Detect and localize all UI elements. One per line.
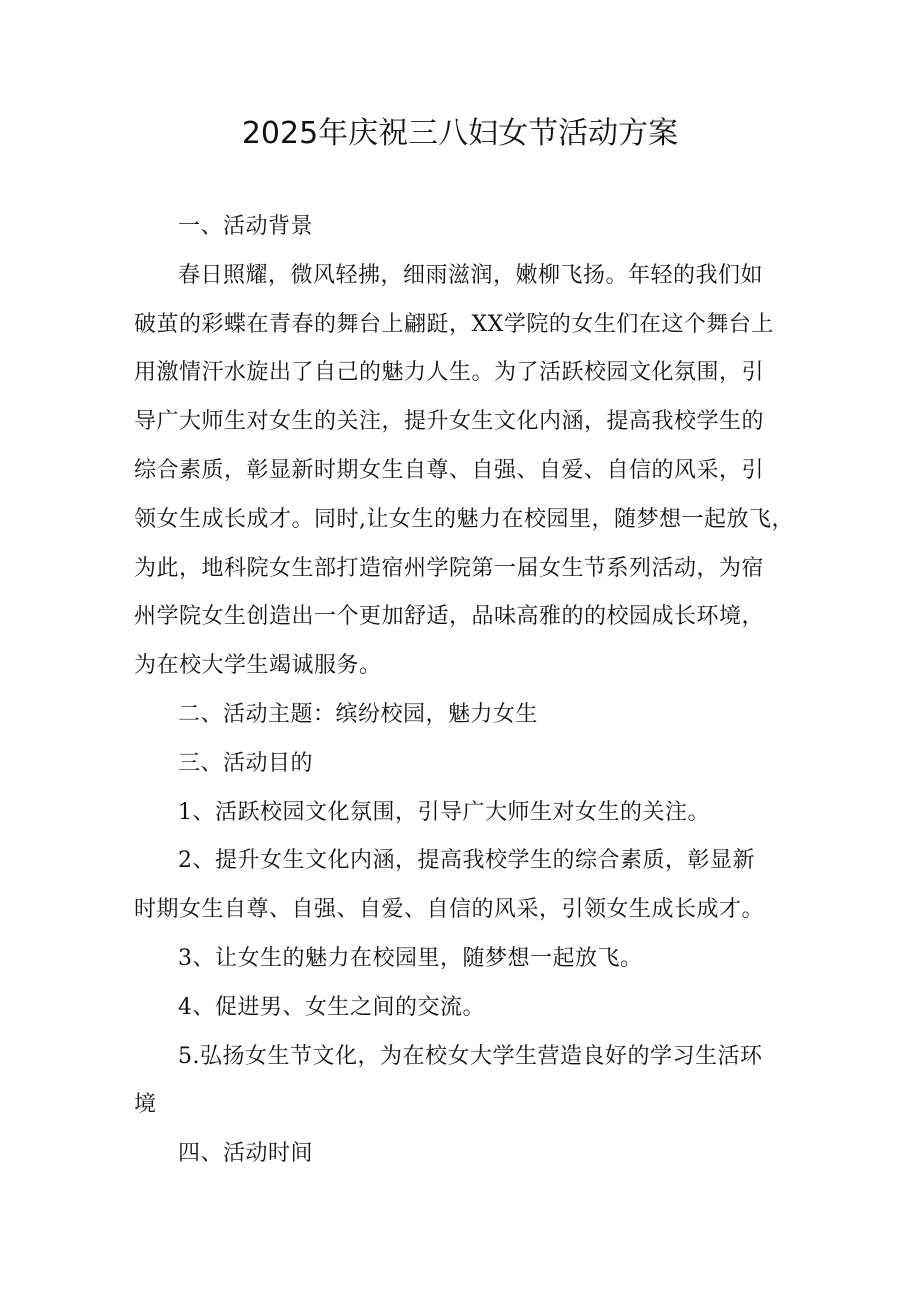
background-line-5: 综合素质，彰显新时期女生自尊、自强、自爱、自信的风采，引 — [134, 457, 765, 483]
background-line-6: 领女生成长成才。同时,让女生的魅力在校园里，随梦想一起放飞， — [134, 506, 794, 532]
background-line-9: 为在校大学生竭诚服务。 — [134, 653, 382, 679]
background-line-7: 为此，地科院女生部打造宿州学院第一届女生节系列活动，为宿 — [134, 555, 765, 581]
goal-item-2-line-1: 2、提升女生文化内涵，提高我校学生的综合素质，彰显新 — [178, 848, 755, 874]
section-heading-time: 四、活动时间 — [178, 1141, 314, 1167]
goal-item-1: 1、活跃校园文化氛围，引导广大师生对女生的关注。 — [178, 799, 710, 825]
document-body — [134, 203, 794, 1179]
document-title: 2025年庆祝三八妇女节活动方案 — [241, 116, 679, 151]
background-line-3: 用激情汗水旋出了自己的魅力人生。为了活跃校园文化氛围，引 — [134, 360, 765, 386]
goal-item-5-line-1: 5.弘扬女生节文化，为在校女大学生营造良好的学习生活环 — [178, 1043, 763, 1069]
background-line-4: 导广大师生对女生的关注，提升女生文化内涵，提高我校学生的 — [134, 409, 765, 435]
goal-item-5-line-2: 境 — [134, 1092, 157, 1118]
goal-item-3: 3、让女生的魅力在校园里，随梦想一起放飞。 — [178, 945, 643, 971]
section-heading-purpose: 三、活动目的 — [178, 750, 314, 776]
goal-item-2-line-2: 时期女生自尊、自强、自爱、自信的风采，引领女生成长成才。 — [134, 897, 765, 923]
background-line-2: 破茧的彩蝶在青春的舞台上翩跹，XX学院的女生们在这个舞台上 — [134, 311, 774, 337]
background-line-1: 春日照耀，微风轻拂，细雨滋润，嫩柳飞扬。年轻的我们如 — [178, 262, 764, 288]
background-line-8: 州学院女生创造出一个更加舒适，品味高雅的的校园成长环境， — [134, 604, 765, 630]
goal-item-4: 4、促进男、女生之间的交流。 — [178, 994, 485, 1020]
section-heading-theme: 二、活动主题：缤纷校园，魅力女生 — [178, 701, 539, 727]
section-heading-background: 一、活动背景 — [178, 214, 314, 239]
